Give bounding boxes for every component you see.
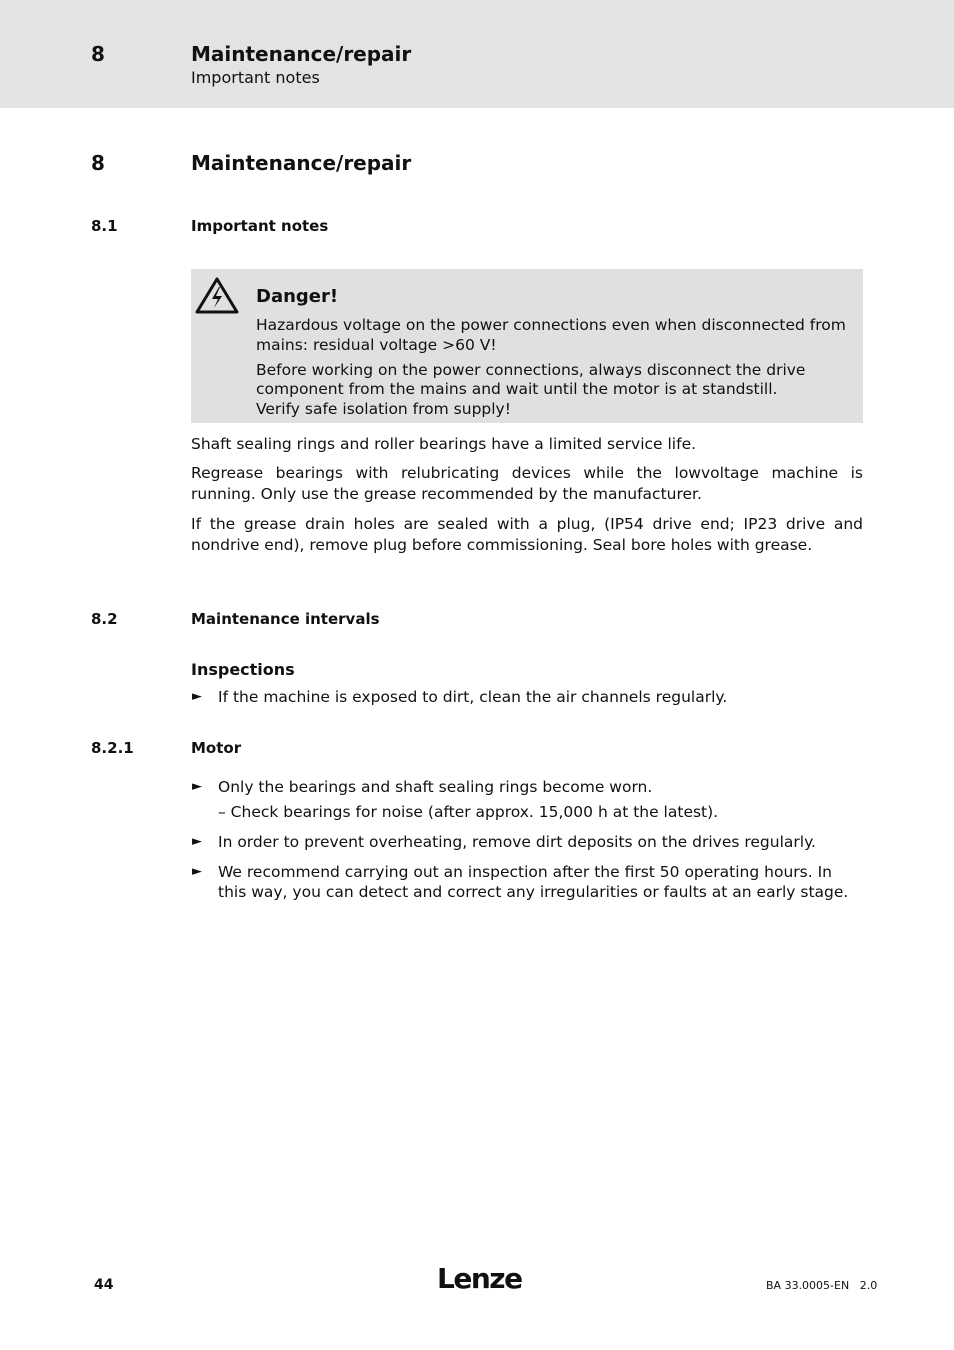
chapter-number: 8 — [91, 151, 105, 175]
danger-text-line: Verify safe isolation from supply! — [256, 400, 511, 418]
bullet-arrow-icon: ► — [192, 864, 202, 879]
page-header — [0, 0, 954, 108]
list-item-sub: – Check bearings for noise (after approx. 15,000 h at the latest). — [218, 803, 719, 821]
bullet-arrow-icon: ► — [192, 834, 202, 849]
lenze-logo: Lenze — [437, 1262, 522, 1295]
danger-text-line: mains: residual voltage >60 V! — [256, 336, 497, 354]
section-8-2-1-title: Motor — [191, 739, 242, 757]
danger-text-line: Hazardous voltage on the power connections even when disconnected from — [256, 316, 846, 334]
header-subtitle: Important notes — [191, 68, 320, 87]
paragraph: Regrease bearings with relubricating devices while the lowvoltage machine is running. Only use the grease recommended by the manufacturer. — [191, 464, 863, 503]
list-item: Only the bearings and shaft sealing rings become worn. — [218, 778, 653, 796]
paragraph: Shaft sealing rings and roller bearings have a limited service life. — [191, 435, 697, 453]
high-voltage-warning-icon — [195, 277, 239, 319]
list-item: If the machine is exposed to dirt, clean the air channels regularly. — [218, 688, 728, 706]
chapter-title: Maintenance/repair — [191, 151, 412, 175]
bullet-arrow-icon: ► — [192, 689, 202, 704]
section-8-1-number: 8.1 — [91, 217, 118, 235]
danger-title: Danger! — [256, 286, 339, 307]
page-number: 44 — [94, 1277, 114, 1293]
danger-text-line: component from the mains and wait until the motor is at standstill. — [256, 380, 778, 398]
list-item: We recommend carrying out an inspection after the first 50 operating hours. In this way, you can detect and correct any irregularities or faults at an early stage. — [218, 863, 849, 901]
section-8-2-number: 8.2 — [91, 610, 118, 628]
section-8-2-title: Maintenance intervals — [191, 610, 380, 628]
document-number: BA 33.0005-EN — [766, 1279, 850, 1292]
header-chapter-title: Maintenance/repair — [191, 42, 412, 66]
section-8-2-1-number: 8.2.1 — [91, 739, 134, 757]
header-chapter-number: 8 — [91, 42, 105, 66]
section-8-1-title: Important notes — [191, 217, 329, 235]
bullet-arrow-icon: ► — [192, 779, 202, 794]
document-version: 2.0 — [859, 1279, 878, 1292]
document-id — [766, 1279, 877, 1292]
list-item: In order to prevent overheating, remove dirt deposits on the drives regularly. — [218, 833, 816, 851]
danger-text-line: Before working on the power connections, always disconnect the drive — [256, 361, 806, 379]
inspections-heading: Inspections — [191, 660, 295, 679]
paragraph: If the grease drain holes are sealed with a plug, (IP54 drive end; IP23 drive and nondrive end), remove plug before commissioning. Seal bore holes with grease. — [191, 515, 863, 554]
